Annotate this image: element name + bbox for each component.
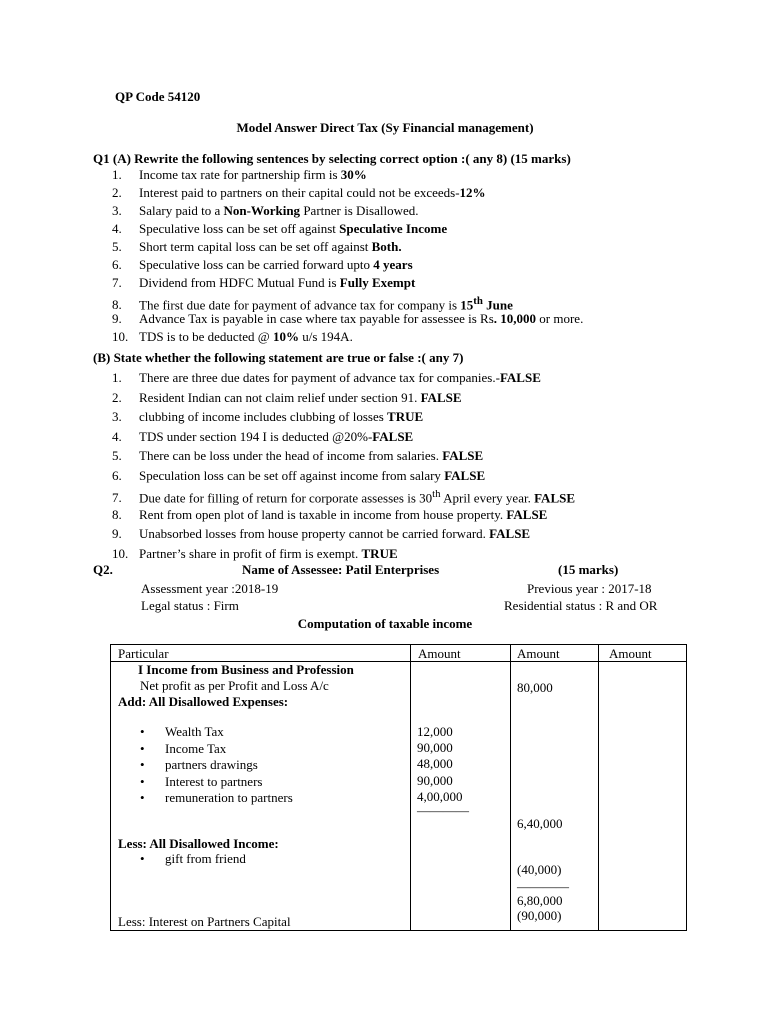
item-text: There can be loss under the head of income from salaries. bbox=[139, 448, 443, 463]
item-number: 10. bbox=[112, 329, 129, 344]
item-text: clubbing of income includes clubbing of losses bbox=[139, 409, 388, 424]
qp-code: QP Code 54120 bbox=[115, 89, 201, 104]
item-text: Speculative loss can be set off against bbox=[139, 221, 340, 236]
item-answer: FALSE bbox=[499, 370, 541, 385]
item-answer: 12% bbox=[459, 185, 486, 200]
add-values-list bbox=[417, 724, 463, 805]
bullet-icon: • bbox=[140, 790, 145, 806]
item-answer: 10% bbox=[273, 329, 300, 344]
list-item bbox=[112, 407, 575, 427]
header-amount-2: Amount bbox=[517, 646, 560, 661]
list-item bbox=[112, 388, 575, 408]
legal-status: Legal status : Firm bbox=[141, 598, 239, 613]
list-item bbox=[112, 328, 583, 346]
item-number: 1. bbox=[112, 370, 122, 385]
item-tail: Partner is Disallowed. bbox=[300, 203, 419, 218]
item-text: There are three due dates for payment of advance tax for companies.- bbox=[139, 370, 500, 385]
net-profit-value: 80,000 bbox=[517, 680, 553, 695]
header-particular: Particular bbox=[118, 646, 169, 661]
subtotal-value: 6,80,000 bbox=[517, 893, 563, 908]
item-answer: 30% bbox=[340, 167, 367, 182]
column-divider bbox=[410, 645, 411, 930]
item-tail: June bbox=[482, 297, 513, 313]
item-number: 8. bbox=[112, 506, 122, 522]
item-text: Speculative loss can be carried forward upto bbox=[139, 257, 374, 272]
item-text-2: April every year. bbox=[440, 490, 535, 506]
item-text: TDS under section 194 I is deducted @20%- bbox=[139, 428, 373, 444]
item-number: 3. bbox=[112, 203, 122, 218]
item-answer: TRUE bbox=[387, 409, 424, 424]
interest-capital-value: (90,000) bbox=[517, 908, 562, 923]
item-number: 5. bbox=[112, 448, 122, 463]
bullet-icon: • bbox=[140, 757, 145, 773]
list-item bbox=[112, 544, 575, 564]
item-number: 4. bbox=[112, 221, 122, 236]
add-items-list bbox=[140, 724, 293, 807]
list-item bbox=[112, 368, 575, 388]
item-number: 2. bbox=[112, 185, 122, 200]
item-text: Due date for filling of return for corporate assesses is 30 bbox=[139, 490, 433, 506]
item-tail: or more. bbox=[536, 311, 584, 326]
bullet-icon: • bbox=[140, 724, 145, 739]
item-number: 2. bbox=[112, 389, 122, 405]
amount-value: 90,000 bbox=[417, 740, 453, 756]
section-business-income: I Income from Business and Profession bbox=[138, 662, 354, 677]
list-item bbox=[112, 274, 583, 292]
list-item bbox=[112, 427, 575, 447]
item-text: Resident Indian can not claim relief under section 91. bbox=[139, 389, 421, 405]
item-text: Income tax rate for partnership firm is bbox=[139, 167, 341, 182]
item-answer: 15 bbox=[460, 297, 474, 313]
list-item bbox=[112, 446, 575, 466]
list-item bbox=[112, 310, 583, 328]
net-profit-label: Net profit as per Profit and Loss A/c bbox=[140, 678, 329, 693]
column-divider bbox=[598, 645, 599, 930]
item-number: 6. bbox=[112, 257, 122, 272]
less-value: (40,000) bbox=[517, 862, 562, 877]
item-number: 4. bbox=[112, 428, 122, 444]
add-disallowed-heading: Add: All Disallowed Expenses: bbox=[118, 694, 289, 709]
item-tail: u/s 194A. bbox=[299, 329, 353, 344]
item-number: 7. bbox=[112, 490, 122, 506]
less-rule: ———— bbox=[517, 879, 569, 894]
interest-capital-label: Less: Interest on Partners Capital bbox=[118, 914, 291, 929]
less-disallowed-heading: Less: All Disallowed Income: bbox=[118, 836, 279, 851]
item-text: Salary paid to a bbox=[139, 203, 224, 218]
bullet-text: Income Tax bbox=[165, 740, 227, 756]
item-superscript: th bbox=[432, 488, 441, 500]
item-text: TDS is to be deducted @ bbox=[139, 329, 274, 344]
item-number: 7. bbox=[112, 275, 122, 290]
bullet-item bbox=[140, 724, 293, 741]
assessment-year: Assessment year :2018-19 bbox=[141, 581, 279, 596]
header-amount-1: Amount bbox=[418, 646, 461, 661]
computation-table bbox=[110, 644, 687, 931]
item-text: The first due date for payment of advance tax for company is bbox=[139, 297, 461, 313]
q2-marks: (15 marks) bbox=[558, 562, 619, 577]
bullet-item bbox=[140, 741, 293, 758]
amount-value: 4,00,000 bbox=[417, 788, 463, 804]
item-answer: FALSE bbox=[420, 389, 462, 405]
q1b-heading: (B) State whether the following statement are true or false :( any 7) bbox=[93, 350, 464, 365]
assessee-name: Name of Assessee: Patil Enterprises bbox=[242, 562, 440, 577]
item-answer: Non-Working bbox=[223, 203, 301, 218]
bullet-item bbox=[140, 790, 293, 807]
bullet-text: remuneration to partners bbox=[165, 790, 293, 806]
item-answer: FALSE bbox=[372, 428, 414, 444]
bullet-icon: • bbox=[140, 773, 145, 789]
item-text: Interest paid to partners on their capital could not be exceeds- bbox=[139, 185, 460, 200]
list-item bbox=[112, 220, 583, 238]
bullet-text: gift from friend bbox=[165, 851, 246, 866]
item-text: Unabsorbed losses from house property cannot be carried forward. bbox=[139, 526, 490, 541]
bullet-item bbox=[140, 851, 246, 868]
item-answer: FALSE bbox=[506, 506, 548, 522]
amount-value: 90,000 bbox=[417, 772, 453, 788]
bullet-icon: • bbox=[140, 851, 145, 866]
item-text: Short term capital loss can be set off against bbox=[139, 239, 372, 254]
item-answer: FALSE bbox=[534, 490, 576, 506]
bullet-item bbox=[140, 774, 293, 791]
bullet-item bbox=[140, 757, 293, 774]
item-number: 9. bbox=[112, 311, 122, 326]
item-answer: Fully Exempt bbox=[339, 275, 416, 290]
item-text: Rent from open plot of land is taxable in income from house property. bbox=[139, 506, 507, 522]
item-number: 10. bbox=[112, 545, 129, 561]
item-number: 3. bbox=[112, 409, 122, 424]
bullet-text: Interest to partners bbox=[165, 773, 263, 789]
item-number: 9. bbox=[112, 526, 122, 541]
q1a-list bbox=[112, 166, 583, 346]
add-rule: ———— bbox=[417, 803, 469, 818]
item-number: 8. bbox=[112, 297, 122, 313]
amount-value: 48,000 bbox=[417, 756, 453, 772]
item-answer: . 10,000 bbox=[493, 311, 537, 326]
list-item bbox=[112, 466, 575, 486]
list-item bbox=[112, 505, 575, 525]
list-item bbox=[112, 166, 583, 184]
item-answer: Both. bbox=[371, 239, 402, 254]
item-superscript: th bbox=[473, 295, 483, 307]
list-item bbox=[112, 184, 583, 202]
item-number: 5. bbox=[112, 239, 122, 254]
q1b-list bbox=[112, 368, 575, 563]
list-item bbox=[112, 238, 583, 256]
header-amount-3: Amount bbox=[609, 646, 652, 661]
item-answer: Speculative Income bbox=[339, 221, 448, 236]
list-item bbox=[112, 485, 575, 505]
item-answer: TRUE bbox=[361, 545, 398, 561]
column-divider bbox=[510, 645, 511, 930]
item-text: Dividend from HDFC Mutual Fund is bbox=[139, 275, 340, 290]
item-answer: FALSE bbox=[444, 467, 486, 483]
residential-status: Residential status : R and OR bbox=[504, 598, 658, 613]
item-number: 1. bbox=[112, 167, 122, 182]
list-item bbox=[112, 524, 575, 544]
computation-title: Computation of taxable income bbox=[297, 616, 473, 631]
item-text: Advance Tax is payable in case where tax payable for assessee is Rs bbox=[139, 311, 494, 326]
item-text: Partner’s share in profit of firm is exempt. bbox=[139, 545, 362, 561]
list-item bbox=[112, 292, 583, 313]
bullet-text: Wealth Tax bbox=[165, 724, 224, 739]
item-answer: FALSE bbox=[489, 526, 531, 541]
q1a-heading: Q1 (A) Rewrite the following sentences by selecting correct option :( any 8) (15 marks) bbox=[93, 151, 571, 166]
bullet-text: partners drawings bbox=[165, 757, 258, 773]
add-total: 6,40,000 bbox=[517, 816, 563, 831]
amount-value: 12,000 bbox=[417, 724, 453, 739]
item-text: Speculation loss can be set off against income from salary bbox=[139, 467, 445, 483]
item-number: 6. bbox=[112, 467, 122, 483]
item-answer: FALSE bbox=[442, 448, 484, 463]
less-items-list bbox=[140, 851, 246, 868]
q2-label: Q2. bbox=[93, 562, 113, 577]
list-item bbox=[112, 202, 583, 220]
bullet-icon: • bbox=[140, 740, 145, 756]
page-title: Model Answer Direct Tax (Sy Financial management) bbox=[236, 120, 534, 135]
list-item bbox=[112, 256, 583, 274]
previous-year: Previous year : 2017-18 bbox=[527, 581, 652, 596]
item-answer: 4 years bbox=[373, 257, 413, 272]
